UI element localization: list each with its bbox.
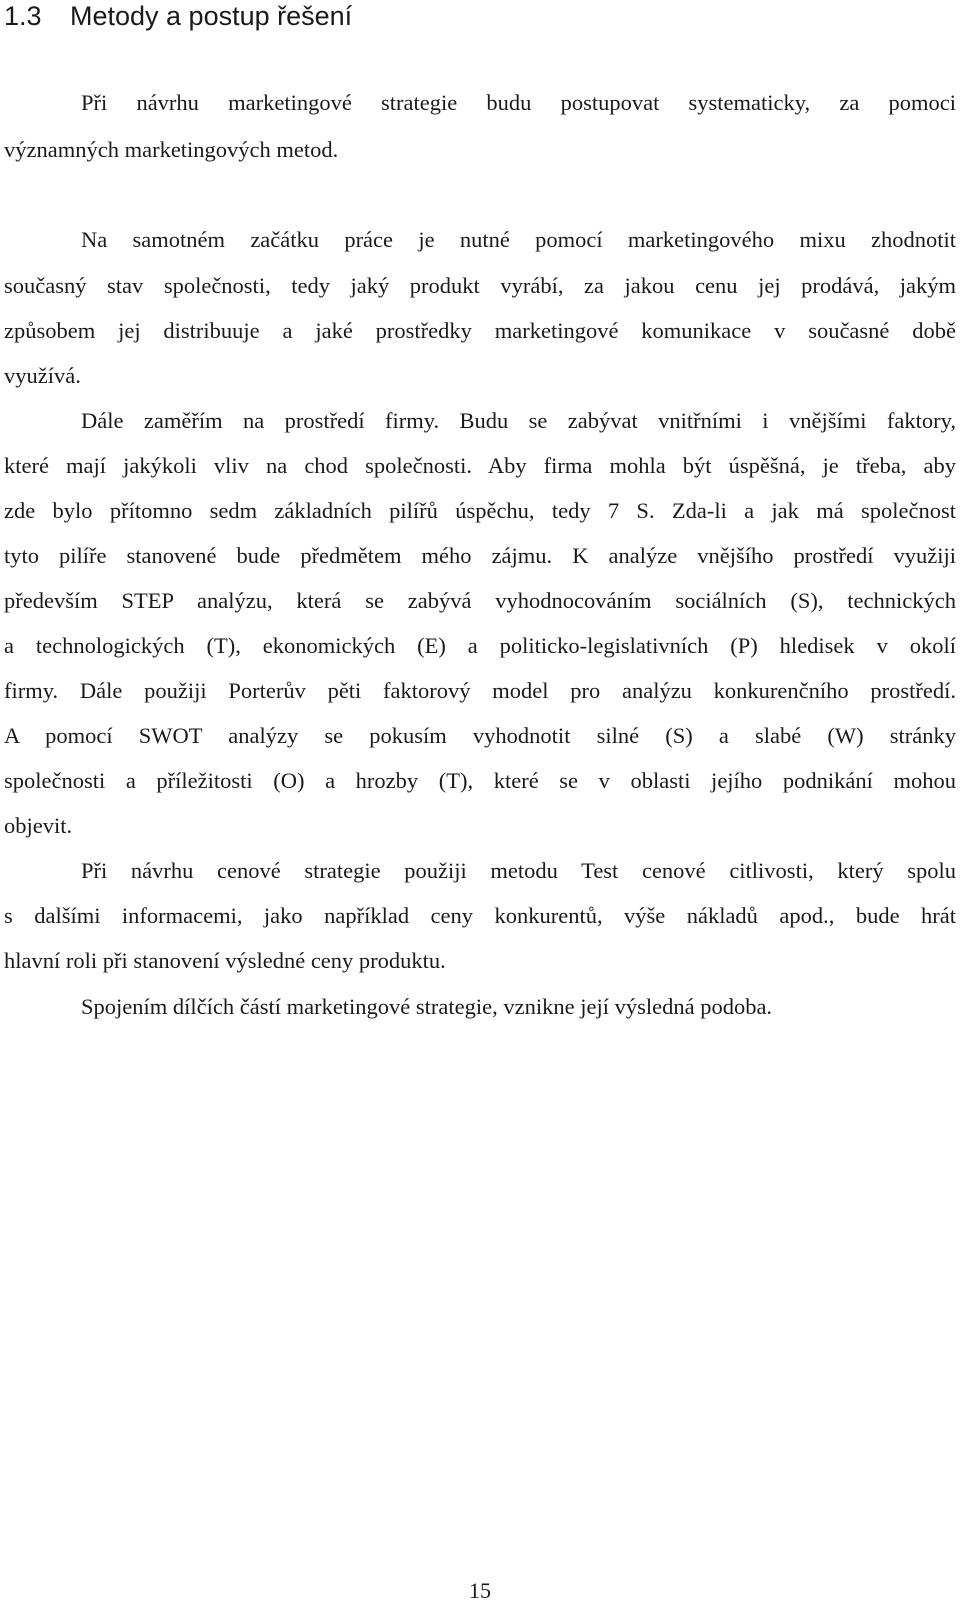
section-title: Metody a postup řešení xyxy=(70,1,353,31)
text-line: A pomocí SWOT analýzy se pokusím vyhodnotit silné (S) a slabé (W) stránky xyxy=(4,723,956,748)
text-line: Dále zaměřím na prostředí firmy. Budu se zabývat vnitřními i vnějšími faktory, xyxy=(81,408,956,433)
text-line: Při návrhu marketingové strategie budu postupovat systematicky, za pomoci xyxy=(81,90,956,115)
page-number: 15 xyxy=(469,1578,491,1603)
text-line: hlavní roli při stanovení výsledné ceny produktu. xyxy=(4,948,446,973)
text-line: společnosti a příležitosti (O) a hrozby (T), které se v oblasti jejího podnikání mohou xyxy=(4,768,956,793)
text-line: objevit. xyxy=(4,813,73,838)
text-line: a technologických (T), ekonomických (E) a politicko-legislativních (P) hledisek v okolí xyxy=(4,633,956,658)
text-line: Na samotném začátku práce je nutné pomocí marketingového mixu zhodnotit xyxy=(81,227,956,252)
text-line: využívá. xyxy=(4,363,81,388)
text-line: především STEP analýzu, která se zabývá vyhodnocováním sociálních (S), technických xyxy=(4,588,956,613)
text-line: současný stav společnosti, tedy jaký produkt vyrábí, za jakou cenu jej prodává, jakým xyxy=(4,273,956,298)
section-number: 1.3 xyxy=(4,1,42,31)
text-line: zde bylo přítomno sedm základních pilířů úspěchu, tedy 7 S. Zda-li a jak má společnost xyxy=(4,498,956,523)
text-line: Spojením dílčích částí marketingové strategie, vznikne její výsledná podoba. xyxy=(81,994,773,1019)
text-line: tyto pilíře stanovené bude předmětem mého zájmu. K analýze vnějšího prostředí využiji xyxy=(4,543,956,568)
text-line: firmy. Dále použiji Porterův pěti faktorový model pro analýzu konkurenčního prostředí. xyxy=(4,678,956,703)
section-heading xyxy=(4,0,352,32)
text-line: významných marketingových metod. xyxy=(4,137,339,162)
text-line: které mají jakýkoli vliv na chod společnosti. Aby firma mohla být úspěšná, je třeba, aby xyxy=(4,453,956,478)
text-line: s dalšími informacemi, jako například ceny konkurentů, výše nákladů apod., bude hrát xyxy=(4,903,956,928)
text-line: Při návrhu cenové strategie použiji metodu Test cenové citlivosti, který spolu xyxy=(81,858,956,883)
text-line: způsobem jej distribuuje a jaké prostředky marketingové komunikace v současné době xyxy=(4,318,956,343)
